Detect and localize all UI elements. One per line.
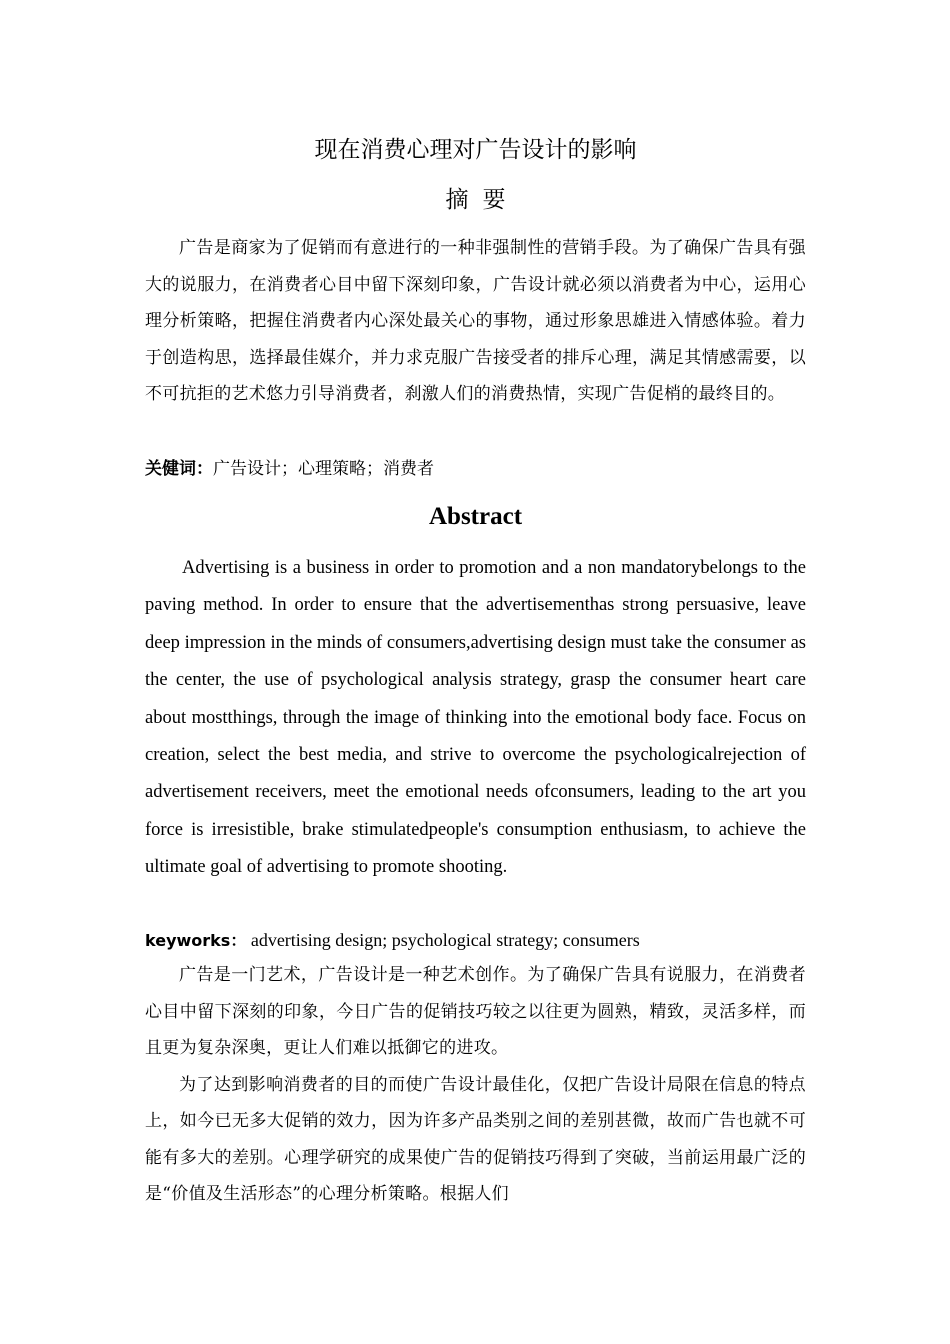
- body-paragraph-2: 为了达到影响消费者的目的而使广告设计最佳化，仅把广告设计局限在信息的特点上，如今已无多大促销的效力，因为许多产品类别之间的差别甚微，故而广告也就不可能有多大的差别。心理学研究的成果使广告的促销技巧得到了突破，当前运用最广泛的是“价值及生活形态”的心理分析策略。根据人们: [145, 1074, 806, 1204]
- keywords-cn: [145, 455, 806, 483]
- abstract-en-heading: Abstract: [428, 503, 523, 530]
- body-paragraph-1: 广告是一门艺术，广告设计是一种艺术创作。为了确保广告具有说服力，在消费者心目中留下深刻的印象，今日广告的促销技巧较之以往更为圆熟，精致，灵活多样，而且更为复杂深奥，更让人们难以抵御它的进攻。: [145, 965, 806, 1058]
- keywords-cn-label: 关健词：: [145, 459, 213, 479]
- keywords-en-value: advertising design; psychological strategy; consumers: [250, 930, 640, 950]
- document-title: 现在消费心理对广告设计的影响: [314, 137, 637, 163]
- abstract-cn-heading: 摘要: [445, 187, 520, 213]
- keywords-en-label: keyworks：: [145, 931, 247, 950]
- abstract-en-paragraph: Advertising is a business in order to promotion and a non mandatorybelongs to the paving method. In order to ensure that the advertisementhas strong persuasive, leave deep impression in the minds of consumers,advertising design must take the consumer as the center, the use of psychological analysis strategy, grasp the consumer heart care about mostthings, through the image of thinking into the emotional body face. Focus on creation, select the best media, and strive to overcome the psychologicalrejection of advertisement receivers, meet the emotional needs ofconsumers, leading to the art you force is irresistible, brake stimulatedpeople's consumption enthusiasm, to achieve the ultimate goal of advertising to promote shooting.: [145, 558, 806, 878]
- abstract-cn-paragraph: 广告是商家为了促销而有意进行的一种非强制性的营销手段。为了确保广告具有强大的说服力，在消费者心目中留下深刻印象，广告设计就必须以消费者为中心，运用心理分析策略，把握住消费者内心深处最关心的事物，通过形象思雄进入情感体验。着力于创造构思，选择最佳媒介，并力求克服广告接受者的排斥心理，满足其情感需要，以不可抗拒的艺术悠力引导消费者，刹激人们的消费热情，实现广告促梢的最终目的。: [145, 238, 806, 404]
- abstract-cn-section: [145, 230, 806, 413]
- keywords-cn-value: 广告设计；心理策略；消费者: [213, 459, 434, 479]
- body-section: [145, 957, 806, 1213]
- keywords-en: [145, 926, 806, 955]
